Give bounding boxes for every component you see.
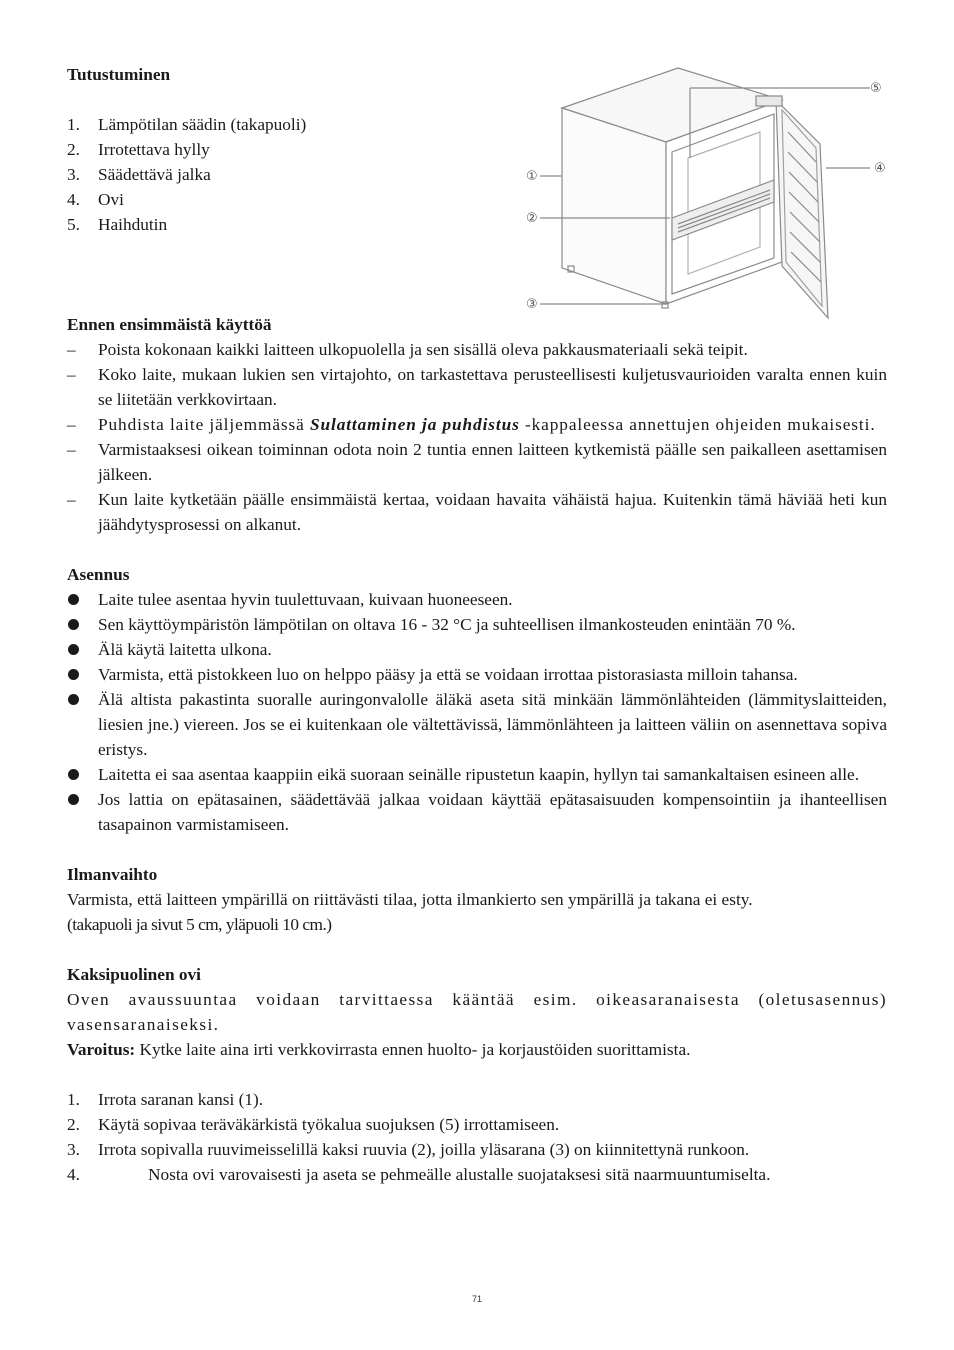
vent-heading: Ilmanvaihto bbox=[67, 865, 158, 884]
list-item: Älä käytä laitetta ulkona. bbox=[67, 637, 887, 662]
install-heading: Asennus bbox=[67, 565, 130, 584]
page-number: 71 bbox=[471, 1294, 482, 1304]
callout-4: ④ bbox=[874, 161, 886, 176]
callout-1: ① bbox=[526, 169, 538, 184]
list-item: 2. Irrotettava hylly bbox=[67, 140, 210, 159]
bullet-icon bbox=[67, 662, 98, 687]
list-item: 1. Lämpötilan säädin (takapuoli) bbox=[67, 115, 307, 134]
list-item: 4. Nosta ovi varovaisesti ja aseta se pehmeälle alustalle suojataksesi sitä naarmuuntumiselta. bbox=[67, 1165, 771, 1184]
list-item: Älä altista pakastinta suoralle auringonvalolle äläkä aseta sitä minkään lämmönlähteiden (lämmityslaitteiden, liesien jne.) viereen. Jos se ei kuitenkaan ole vältettävissä, lämmönlähteen ja laitteen väliin on asennettava sopiva eristys. bbox=[67, 687, 887, 762]
list-item: – Poista kokonaan kaikki laitteen ulkopuolella ja sen sisällä oleva pakkausmateriaali sekä teipit. bbox=[67, 340, 748, 359]
list-item: Laite tulee asentaa hyvin tuulettuvaan, kuivaan huoneeseen. bbox=[67, 587, 887, 612]
page-content bbox=[67, 62, 887, 1187]
bullet-icon bbox=[67, 637, 98, 662]
list-item: Varmista, että pistokkeen luo on helppo pääsy ja että se voidaan irrottaa pistorasiasta milloin tahansa. bbox=[67, 662, 887, 687]
vent-text: Varmista, että laitteen ympärillä on riittävästi tilaa, jotta ilmankierto sen ympärillä ja takana ei esty. bbox=[67, 890, 753, 909]
first-use-heading: Ennen ensimmäistä käyttöä bbox=[67, 315, 272, 334]
list-item: Sen käyttöympäristön lämpötilan on oltava 16 - 32 °C ja suhteellisen ilmankosteuden enintään 70 %. bbox=[67, 612, 887, 637]
door-steps bbox=[67, 1087, 887, 1187]
bullet-icon bbox=[67, 612, 98, 637]
vent-clearance: (takapuoli ja sivut 5 cm, yläpuoli 10 cm.) bbox=[67, 915, 332, 934]
callout-5: ⑤ bbox=[870, 81, 882, 96]
door-warning: Varoitus: Kytke laite aina irti verkkovirrasta ennen huolto- ja korjaustöiden suorittamista. bbox=[67, 1040, 691, 1059]
bullet-icon bbox=[67, 787, 98, 837]
list-item: – Kun laite kytketään päälle ensimmäistä kertaa, voidaan havaita vähäistä hajua. Kuitenkin tämä häviää heti kun jäähdytysprosessi on alkanut. bbox=[67, 490, 887, 534]
install-list bbox=[67, 587, 887, 837]
door-heading: Kaksipuolinen ovi bbox=[67, 965, 201, 984]
list-item: 3. Säädettävä jalka bbox=[67, 165, 211, 184]
bullet-icon bbox=[67, 687, 98, 762]
door-text: Oven avaussuuntaa voidaan tarvittaessa kääntää esim. oikeasaranaisesta (oletusasennus) vasensaranaiseksi. bbox=[67, 990, 887, 1034]
bullet-icon bbox=[67, 587, 98, 612]
list-item: Laitetta ei saa asentaa kaappiin eikä suoraan seinälle ripustetun kaapin, hyllyn tai samankaltaisen esineen alle. bbox=[67, 762, 887, 787]
list-item: 4. Ovi bbox=[67, 190, 124, 209]
list-item: 2. Käytä sopivaa teräväkärkistä työkalua suojuksen (5) irrottamiseen. bbox=[67, 1115, 560, 1134]
list-item: – Varmistaaksesi oikean toiminnan odota noin 2 tuntia ennen laitteen kytkemistä päälle sen paikalleen asettamisen jälkeen. bbox=[67, 440, 887, 484]
callout-2: ② bbox=[526, 211, 538, 226]
list-item: 3. Irrota sopivalla ruuvimeisselillä kaksi ruuvia (2), joilla yläsarana (3) on kiinnitettynä runkoon. bbox=[67, 1140, 750, 1159]
bullet-icon bbox=[67, 762, 98, 787]
parts-list bbox=[67, 112, 887, 237]
list-item: – Koko laite, mukaan lukien sen virtajohto, on tarkastettava perusteellisesti kuljetusvaurioiden varalta ennen kuin se liitetään verkkovirtaan. bbox=[67, 365, 887, 409]
list-item: 1. Irrota saranan kansi (1). bbox=[67, 1090, 264, 1109]
first-use-list bbox=[67, 337, 887, 537]
intro-heading: Tutustuminen bbox=[67, 65, 171, 84]
list-item: Jos lattia on epätasainen, säädettävää jalkaa voidaan käyttää epätasaisuuden kompensointiin ja ihanteellisen tasapainon varmistamiseen. bbox=[67, 787, 887, 837]
list-item: – Puhdista laite jäljemmässä Sulattaminen ja puhdistus -kappaleessa annettujen ohjeiden mukaisesti. bbox=[67, 415, 876, 434]
list-item: 5. Haihdutin bbox=[67, 215, 168, 234]
callout-3: ③ bbox=[526, 297, 538, 312]
